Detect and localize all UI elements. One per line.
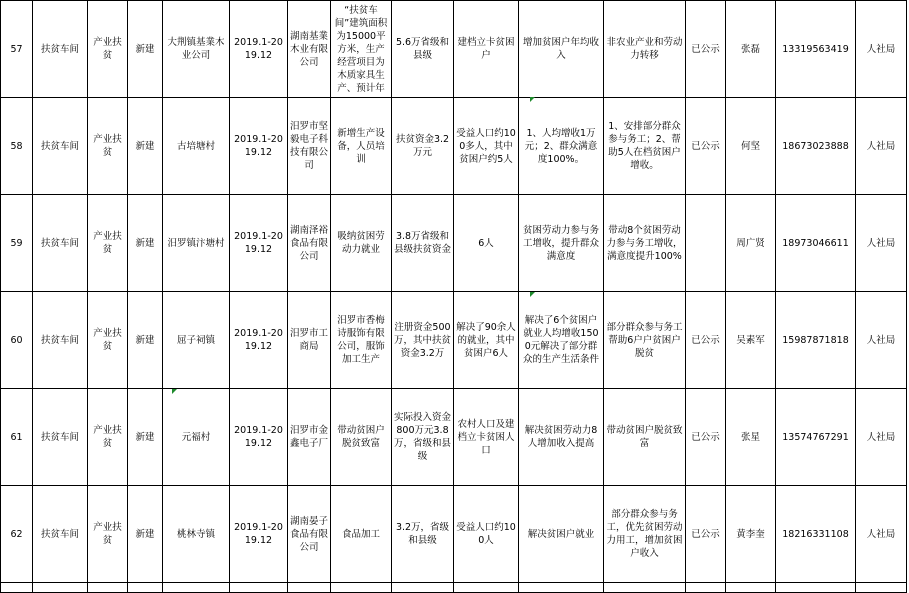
cell-name-text: 古培塘村 [176,140,215,152]
cell-status-text: 新建 [135,140,155,152]
cell-mechanism [604,292,686,389]
cell-mechanism [604,98,686,195]
table-row [1,195,907,292]
cell-dept-text: 人社局 [866,140,896,152]
cell-empty [288,583,331,593]
cell-publicity-text: 已公示 [691,431,720,443]
table-row [1,292,907,389]
cell-content [331,195,392,292]
cell-publicity-text: 已公示 [691,140,720,152]
cell-publicity [686,1,726,98]
cell-period-text: 2019.1-2019.12 [234,37,283,61]
cell-name-text: 汨罗镇汴塘村 [167,237,225,249]
cell-mechanism [604,1,686,98]
cell-name [163,1,230,98]
cell-mechanism [604,389,686,486]
cell-type-text: 产业扶贫 [93,425,122,449]
cell-funds [392,486,454,583]
cell-category-text: 扶贫车间 [40,237,79,249]
cell-no [1,98,33,195]
cell-empty [519,583,604,593]
cell-phone [776,1,856,98]
table-row [1,98,907,195]
cell-contact [726,389,776,486]
cell-contact [726,195,776,292]
cell-period [230,195,288,292]
cell-no-text: 61 [10,431,23,443]
cell-publicity [686,195,726,292]
cell-phone [776,389,856,486]
cell-beneficiary [454,292,519,389]
cell-mechanism-text: 部分群众参与务工帮助6户户贫困户脱贫 [606,321,683,359]
cell-goal [519,195,604,292]
cell-type-text: 产业扶贫 [93,328,122,352]
cell-unit [288,292,331,389]
cell-unit [288,486,331,583]
cell-contact-text: 周广贤 [736,237,765,249]
cell-status [128,98,163,195]
cell-goal [519,292,604,389]
cell-period-text: 2019.1-2019.12 [234,231,283,255]
cell-goal-text: 1、人均增收1万元；2、群众满意度100%。 [524,127,598,165]
table-row [1,486,907,583]
cell-dept-text: 人社局 [866,43,896,55]
cell-category-text: 扶贫车间 [40,528,79,540]
cell-type-text: 产业扶贫 [93,522,122,546]
cell-mechanism-text: 带动8个贫困劳动力参与务工增收，满意度提升100% [606,224,683,262]
cell-type-text: 产业扶贫 [93,134,122,158]
cell-name-text: 桃林寺镇 [176,528,215,540]
cell-funds-text: 实际投入资金800万元3.8万，省级和县级 [394,412,451,462]
cell-type [88,389,128,486]
cell-phone [776,195,856,292]
cell-goal-text: 解决贫困劳动力8人增加收入提高 [524,425,598,449]
cell-period-text: 2019.1-2019.12 [234,425,283,449]
cell-content-text: 吸纳贫困劳动力就业 [337,231,385,255]
cell-empty [230,583,288,593]
cell-mechanism-text: 非农业产业和劳动力转移 [606,37,683,61]
cell-content [331,292,392,389]
cell-beneficiary-text: 解决了90余人的就业，其中贫困户6人 [456,321,516,359]
table-row [1,389,907,486]
cell-empty [1,583,33,593]
cell-contact [726,292,776,389]
cell-empty [88,583,128,593]
cell-content-text: 带动贫困户脱贫致富 [337,425,385,449]
cell-mechanism [604,195,686,292]
cell-beneficiary-text: 6人 [478,237,494,249]
cell-dept-text: 人社局 [866,334,896,346]
cell-phone [776,292,856,389]
cell-empty [454,583,519,593]
cell-beneficiary [454,486,519,583]
cell-unit [288,389,331,486]
cell-contact-text: 张星 [740,431,760,443]
cell-mechanism-text: 部分群众参与务工，优先贫困劳动力用工，增加贫困户收入 [606,509,683,559]
cell-type [88,1,128,98]
cell-beneficiary [454,98,519,195]
cell-empty [726,583,776,593]
cell-funds-text: 扶贫资金3.2万元 [395,134,450,158]
cell-empty [686,583,726,593]
cell-type-text: 产业扶贫 [93,37,122,61]
cell-goal-text: 解决了6个贫困户就业人均增收1500元解决了部分群众的生产生活条件 [522,315,599,365]
cell-period [230,486,288,583]
cell-contact-text: 吴素军 [736,334,765,346]
cell-status-text: 新建 [135,528,155,540]
cell-goal-text: 解决贫困户就业 [527,528,595,540]
cell-mechanism-text: 1、安排部分群众参与务工；2、帮助5人在档贫困户增收。 [608,121,681,171]
cell-unit-text: 汨罗市金鑫电子厂 [290,425,328,449]
cell-funds-text: 3.2万，省级和县级 [395,522,450,546]
cell-category-text: 扶贫车间 [40,43,79,55]
cell-funds [392,292,454,389]
cell-type [88,486,128,583]
cell-no [1,195,33,292]
cell-dept [856,98,907,195]
table-body [1,1,907,593]
cell-name-text: 屈子祠镇 [176,334,215,346]
cell-unit [288,195,331,292]
cell-period [230,98,288,195]
cell-phone-text: 18973046611 [782,237,849,249]
cell-contact-text: 何坚 [740,140,760,152]
cell-empty [128,583,163,593]
cell-content [331,98,392,195]
cell-name-text: 大荆镇基業木业公司 [167,37,225,61]
cell-no-text: 57 [10,43,23,55]
cell-category [33,486,88,583]
cell-category-text: 扶贫车间 [40,431,79,443]
cell-phone-text: 13319563419 [782,43,849,55]
cell-empty [392,583,454,593]
cell-publicity [686,292,726,389]
cell-funds-text: 3.8万省级和县级扶贫资金 [394,231,451,255]
cell-dept [856,292,907,389]
cell-beneficiary-text: 受益人口约100多人，其中贫困户约5人 [456,127,516,165]
cell-unit [288,98,331,195]
cell-phone-text: 13574767291 [782,431,849,443]
cell-name-text: 元福村 [181,431,211,443]
cell-content [331,1,392,98]
cell-unit-text: 湖南基業木业有限公司 [290,30,328,68]
cell-type [88,98,128,195]
cell-marker [530,292,535,297]
cell-no [1,292,33,389]
cell-content-text: 食品加工 [341,528,380,540]
cell-content [331,389,392,486]
cell-no [1,486,33,583]
cell-publicity [686,98,726,195]
cell-unit [288,1,331,98]
cell-beneficiary [454,195,519,292]
cell-goal [519,98,604,195]
cell-name [163,389,230,486]
cell-category-text: 扶贫车间 [40,140,79,152]
cell-empty [604,583,686,593]
cell-beneficiary-text: 受益人口约100人 [456,522,516,546]
cell-goal [519,1,604,98]
cell-category [33,195,88,292]
cell-category [33,292,88,389]
cell-empty [163,583,230,593]
cell-period-text: 2019.1-2019.12 [234,522,283,546]
cell-dept [856,486,907,583]
cell-funds [392,98,454,195]
cell-no-text: 60 [10,334,23,346]
cell-funds-text: 注册资金500万，其中扶贫资金3.2万 [394,321,451,359]
cell-type [88,195,128,292]
cell-name [163,195,230,292]
cell-no [1,389,33,486]
cell-status [128,486,163,583]
cell-status [128,195,163,292]
cell-unit-text: 湖南晏子食品有限公司 [290,515,328,553]
cell-unit-text: 湖南泽裕食品有限公司 [290,224,328,262]
cell-period-text: 2019.1-2019.12 [234,134,283,158]
cell-status-text: 新建 [135,431,155,443]
cell-name [163,292,230,389]
cell-status [128,1,163,98]
cell-dept-text: 人社局 [866,431,896,443]
cell-status [128,292,163,389]
cell-goal [519,389,604,486]
table-row-partial [1,583,907,593]
cell-category [33,98,88,195]
cell-beneficiary-text: 农村人口及建档立卡贫困人口 [457,418,515,456]
cell-phone [776,486,856,583]
cell-dept [856,1,907,98]
cell-publicity-text: 已公示 [691,334,720,346]
cell-phone-text: 15987871818 [782,334,849,346]
cell-status-text: 新建 [135,334,155,346]
cell-name [163,98,230,195]
cell-funds [392,1,454,98]
cell-empty [776,583,856,593]
cell-beneficiary [454,389,519,486]
cell-beneficiary-text: 建档立卡贫困户 [457,37,515,61]
cell-funds-text: 5.6万省级和县级 [395,37,450,61]
cell-no-text: 59 [10,237,23,249]
cell-type [88,292,128,389]
cell-funds [392,389,454,486]
cell-publicity [686,389,726,486]
cell-period [230,389,288,486]
cell-name [163,486,230,583]
cell-mechanism [604,486,686,583]
cell-mechanism-text: 带动贫困户脱贫致富 [606,425,683,449]
cell-category-text: 扶贫车间 [40,334,79,346]
cell-unit-text: 汨罗市工商局 [290,328,328,352]
cell-empty [33,583,88,593]
cell-marker [172,389,177,394]
cell-content-text: 汨罗市香梅诗服饰有限公司，服饰加工生产 [337,315,385,365]
cell-goal [519,486,604,583]
cell-contact-text: 黄李奎 [736,528,765,540]
cell-beneficiary [454,1,519,98]
cell-dept-text: 人社局 [866,528,896,540]
cell-dept [856,389,907,486]
cell-no-text: 58 [10,140,23,152]
cell-phone-text: 18673023888 [782,140,849,152]
cell-status-text: 新建 [135,237,155,249]
table-row [1,1,907,98]
cell-dept [856,195,907,292]
cell-funds [392,195,454,292]
cell-goal-text: 增加贫困户年均收入 [522,37,599,61]
cell-contact-text: 张磊 [740,43,760,55]
cell-dept-text: 人社局 [866,237,896,249]
cell-period-text: 2019.1-2019.12 [234,328,283,352]
cell-empty [331,583,392,593]
cell-category [33,389,88,486]
cell-type-text: 产业扶贫 [93,231,122,255]
cell-status [128,389,163,486]
cell-content [331,486,392,583]
cell-contact [726,486,776,583]
cell-publicity-text: 已公示 [691,43,720,55]
cell-no [1,1,33,98]
cell-unit-text: 汨罗市坚毅电子科技有限公司 [290,121,328,171]
cell-content-text: “扶贫车间”建筑面积为15000平方米，生产经营项目为木质家具生产、预计年 [334,4,388,94]
cell-category [33,1,88,98]
cell-period [230,1,288,98]
cell-marker [530,97,535,102]
cell-empty [856,583,907,593]
cell-status-text: 新建 [135,43,155,55]
cell-contact [726,1,776,98]
cell-period [230,292,288,389]
cell-goal-text: 贫困劳动力参与务工增收，提升群众满意度 [522,224,599,262]
cell-phone-text: 18216331108 [782,528,849,540]
cell-publicity [686,486,726,583]
cell-content-text: 新增生产设备，人员培训 [337,127,385,165]
cell-contact [726,98,776,195]
cell-no-text: 62 [10,528,23,540]
cell-phone [776,98,856,195]
cell-publicity-text: 已公示 [691,528,720,540]
